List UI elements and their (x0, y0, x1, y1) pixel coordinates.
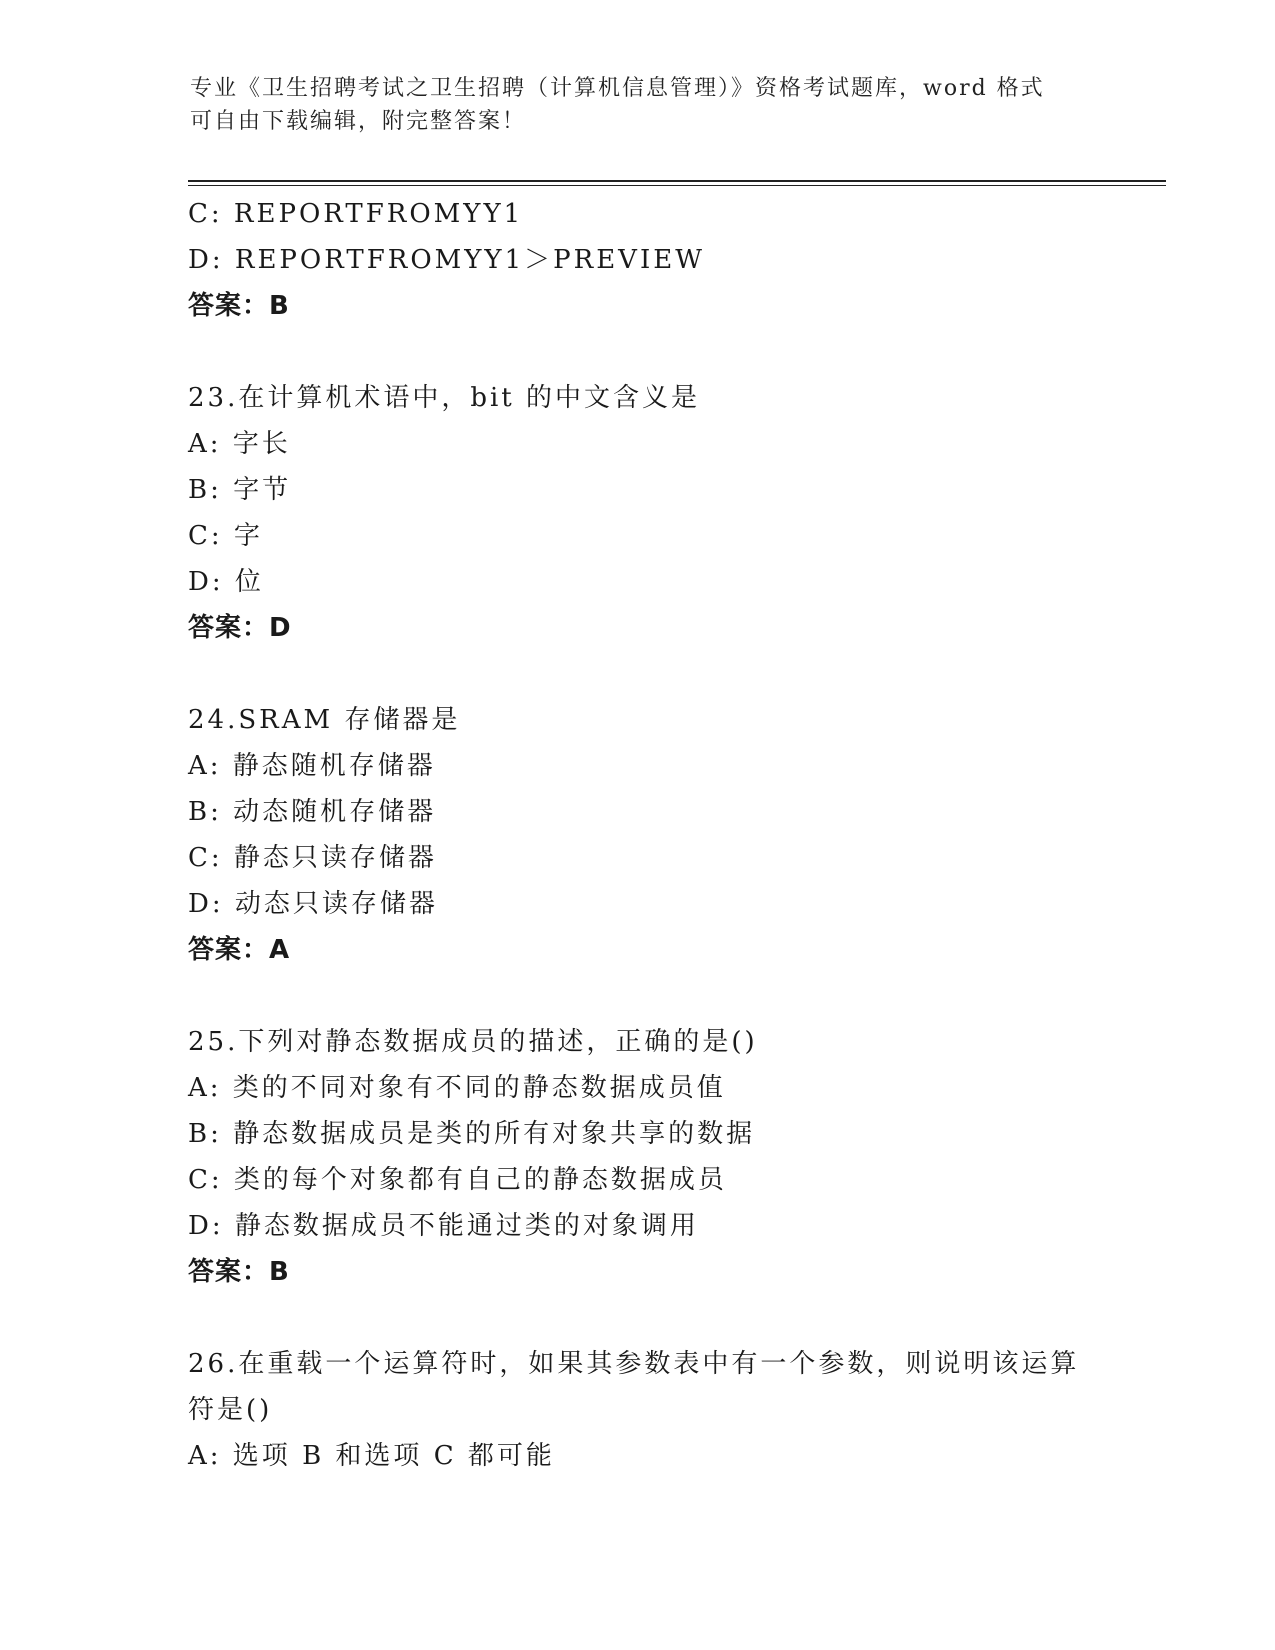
option-c: C: 类的每个对象都有自己的静态数据成员 (188, 1165, 727, 1195)
option-d: D: REPORTFROMYY1＞PREVIEW (188, 245, 705, 275)
option-d: D: 静态数据成员不能通过类的对象调用 (188, 1211, 699, 1241)
header-line-1: 专业《卫生招聘考试之卫生招聘（计算机信息管理）》资格考试题库，word 格式 (190, 76, 1045, 101)
question-22-continuation (188, 191, 1128, 329)
header-divider (188, 180, 1166, 182)
question-stem: 25.下列对静态数据成员的描述，正确的是() (188, 1027, 758, 1057)
option-c: C: REPORTFROMYY1 (188, 199, 524, 229)
option-a: A: 静态随机存储器 (188, 751, 436, 781)
option-d: D: 动态只读存储器 (188, 889, 438, 919)
spacer (188, 651, 1128, 697)
question-25 (188, 1019, 1128, 1295)
question-stem: 24.SRAM 存储器是 (188, 705, 461, 735)
option-b: B: 动态随机存储器 (188, 797, 437, 827)
spacer (188, 329, 1128, 375)
option-b: B: 字节 (188, 475, 292, 505)
option-a: A: 类的不同对象有不同的静态数据成员值 (188, 1073, 726, 1103)
option-a: A: 选项 B 和选项 C 都可能 (188, 1441, 555, 1471)
question-stem-line-1: 26.在重载一个运算符时，如果其参数表中有一个参数，则说明该运算 (188, 1349, 1080, 1379)
answer-label: 答案：A (188, 935, 291, 965)
option-c: C: 字 (188, 521, 263, 551)
question-26 (188, 1341, 1128, 1479)
option-a: A: 字长 (188, 429, 291, 459)
question-stem-line-2: 符是() (188, 1395, 273, 1425)
question-24 (188, 697, 1128, 973)
answer-label: 答案：D (188, 613, 292, 643)
answer-label: 答案：B (188, 1257, 290, 1287)
header-divider-thin (188, 185, 1166, 186)
spacer (188, 973, 1128, 1019)
question-content (188, 191, 1128, 1479)
answer-label: 答案：B (188, 291, 290, 321)
option-b: B: 静态数据成员是类的所有对象共享的数据 (188, 1119, 756, 1149)
header-line-2: 可自由下载编辑，附完整答案！ (190, 109, 527, 134)
option-c: C: 静态只读存储器 (188, 843, 437, 873)
spacer (188, 1295, 1128, 1341)
question-23 (188, 375, 1128, 651)
option-d: D: 位 (188, 567, 264, 597)
page-header (190, 72, 1090, 138)
question-stem: 23.在计算机术语中，bit 的中文含义是 (188, 383, 701, 413)
